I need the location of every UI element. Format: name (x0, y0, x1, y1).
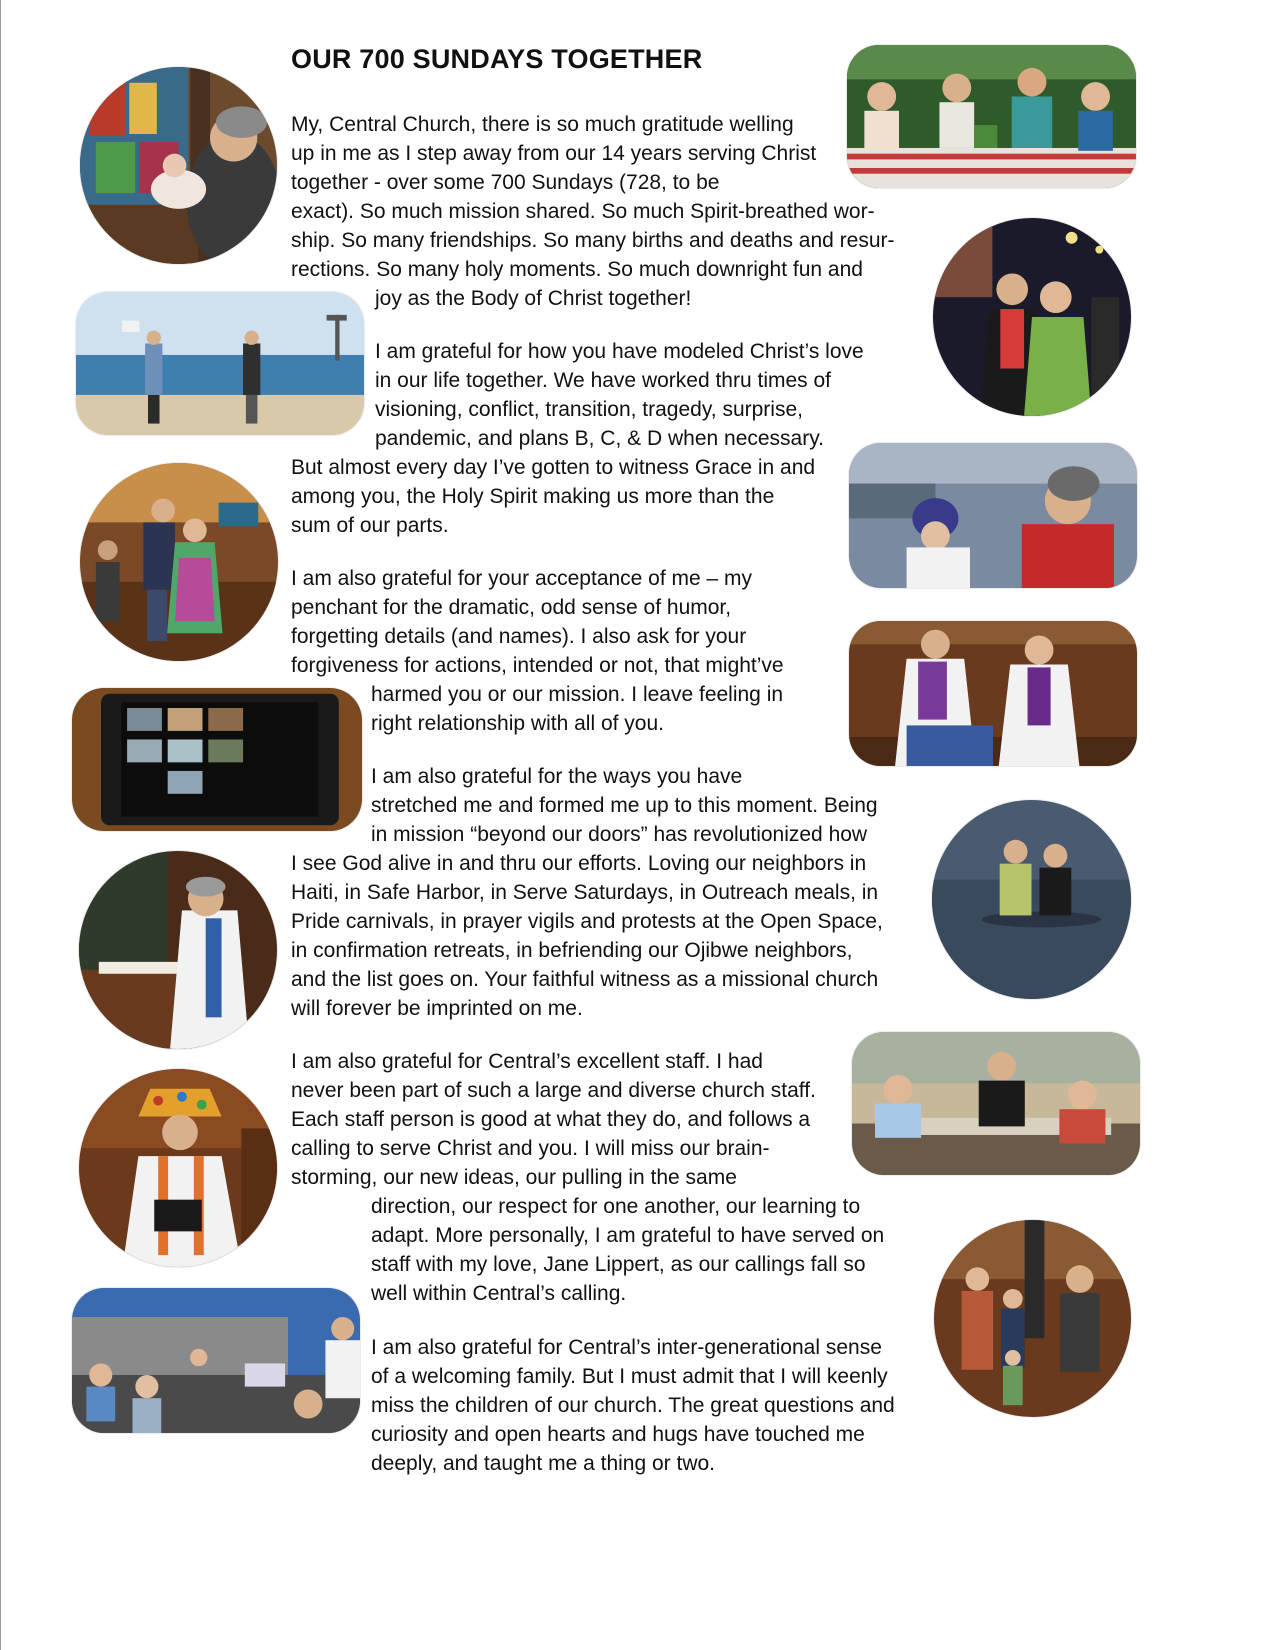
text-line: curiosity and open hearts and hugs have touched me (371, 1423, 865, 1446)
photo-lake-baptism (932, 800, 1131, 999)
photo-children-activity (72, 1288, 360, 1433)
photo-friends-dinner (847, 45, 1136, 188)
text-line: forgiveness for actions, intended or not, that might’ve (291, 654, 784, 677)
text-line: storming, our new ideas, our pulling in the same (291, 1166, 737, 1189)
text-line: right relationship with all of you. (371, 712, 664, 735)
text-line: harmed you or our mission. I leave feeling in (371, 683, 784, 706)
text-line: sum of our parts. (291, 514, 449, 537)
text-line: My, Central Church, there is so much gratitude welling (291, 113, 794, 136)
photo-baby-stained-glass (80, 67, 277, 264)
text-line: Haiti, in Safe Harbor, in Serve Saturdays, in Outreach meals, in (291, 881, 879, 904)
text-line: But almost every day I’ve gotten to witness Grace in and (291, 456, 816, 479)
text-line: adapt. More personally, I am grateful to have served on (371, 1224, 885, 1247)
text-line: ship. So many friendships. So many births and deaths and resur- (291, 229, 895, 252)
text-line: Pride carnivals, in prayer vigils and protests at the Open Space, (291, 910, 883, 933)
text-line: staff with my love, Jane Lippert, as our callings fall so (371, 1253, 866, 1276)
text-line: penchant for the dramatic, odd sense of humor, (291, 596, 732, 619)
text-line: I am also grateful for Central’s inter-generational sense (371, 1336, 882, 1359)
photo-couple-night-festival (933, 218, 1131, 416)
photo-zoom-tablet (72, 688, 362, 831)
text-line: I am also grateful for Central’s excellent staff. I had (291, 1050, 763, 1073)
text-line: exact). So much mission shared. So much Spirit-breathed wor- (291, 200, 875, 223)
text-line: I am also grateful for your acceptance of me – my (291, 567, 753, 590)
text-line: direction, our respect for one another, our learning to (371, 1195, 861, 1218)
text-line: will forever be imprinted on me. (291, 997, 583, 1020)
text-line: and the list goes on. Your faithful witness as a missional church (291, 968, 879, 991)
page-edge (0, 0, 1, 1650)
text-line: forgetting details (and names). I also ask for your (291, 625, 747, 648)
text-line: I see God alive in and thru our efforts. Loving our neighbors in (291, 852, 867, 875)
photo-staff-meeting (852, 1032, 1140, 1175)
text-line: well within Central’s calling. (371, 1282, 627, 1305)
text-line: deeply, and taught me a thing or two. (371, 1452, 715, 1475)
photo-family-blessing (934, 1220, 1131, 1417)
text-line: up in me as I step away from our 14 years serving Christ (291, 142, 817, 165)
text-line: I am grateful for how you have modeled Christ’s love (375, 340, 864, 363)
text-line: I am also grateful for the ways you have (371, 765, 743, 788)
photo-beach-service (76, 292, 364, 435)
text-line: together - over some 700 Sundays (728, to be (291, 171, 720, 194)
text-line: visioning, conflict, transition, tragedy, surprise, (375, 398, 803, 421)
text-line: Each staff person is good at what they do, and follows a (291, 1108, 811, 1131)
photo-dancing-sanctuary (80, 463, 278, 661)
photo-pulpit-preaching (79, 851, 277, 1049)
text-line: among you, the Holy Spirit making us more than the (291, 485, 775, 508)
text-line: never been part of such a large and diverse church staff. (291, 1079, 816, 1102)
photo-winter-conversation (849, 443, 1137, 588)
text-line: pandemic, and plans B, C, & D when necessary. (375, 427, 825, 450)
page-title: OUR 700 SUNDAYS TOGETHER (291, 44, 703, 74)
photo-pastor-colorful-hat (79, 1069, 277, 1267)
text-line: calling to serve Christ and you. I will miss our brain- (291, 1137, 770, 1160)
text-line: rections. So many holy moments. So much downright fun and (291, 258, 863, 281)
text-line: in mission “beyond our doors” has revolutionized how (371, 823, 868, 846)
text-line: joy as the Body of Christ together! (375, 287, 692, 310)
text-line: miss the children of our church. The great questions and (371, 1394, 895, 1417)
text-line: in confirmation retreats, in befriending our Ojibwe neighbors, (291, 939, 853, 962)
photo-two-pastors-altar (849, 621, 1137, 766)
text-line: stretched me and formed me up to this moment. Being (371, 794, 878, 817)
text-line: in our life together. We have worked thru times of (375, 369, 832, 392)
text-line: of a welcoming family. But I must admit that I will keenly (371, 1365, 888, 1388)
